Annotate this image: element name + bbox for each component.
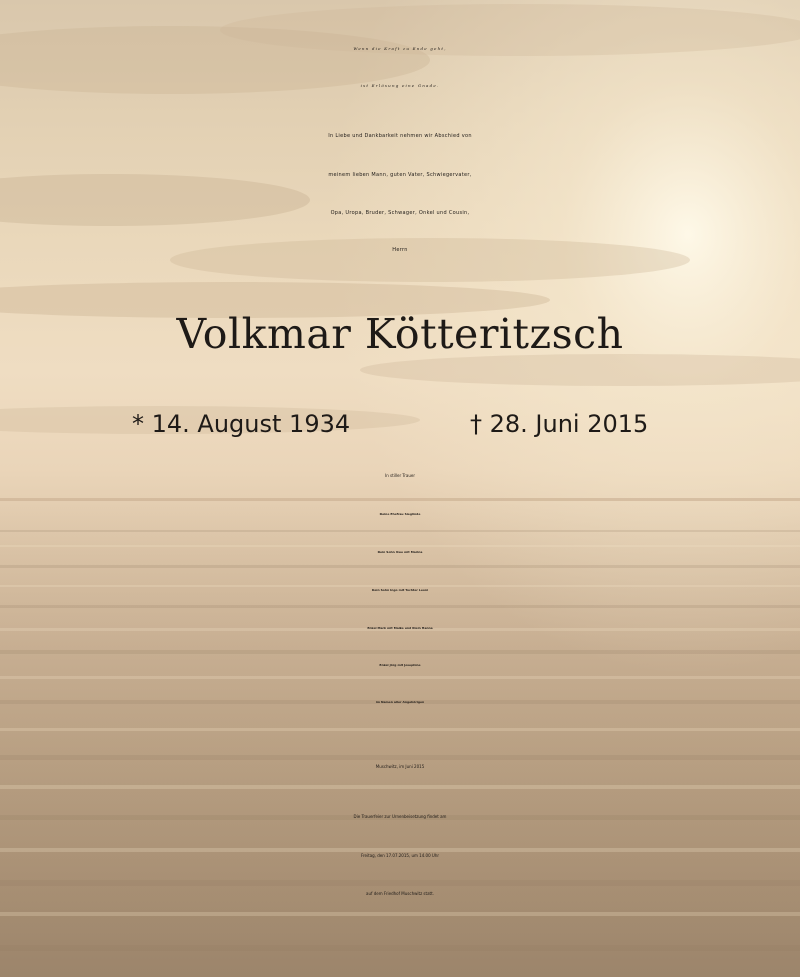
quote-line-2: ist Erlösung eine Gnade. (360, 83, 440, 88)
intro-line-2: meinem lieben Mann, guten Vater, Schwiegervater, (328, 172, 472, 178)
mourners-label: In stiller Trauer (385, 473, 415, 478)
quote-line-1: Wenn die Kraft zu Ende geht, (353, 46, 447, 51)
mourner-4: Enkel Mark mit Maike und Klein Hanna (367, 626, 433, 630)
death-date: † 28. Juni 2015 (470, 410, 649, 438)
intro-line-3: Opa, Uropa, Bruder, Schwager, Onkel und Cousin, (330, 210, 470, 216)
intro-line-1: In Liebe und Dankbarkeit nehmen wir Abschied von (328, 133, 472, 139)
mourner-3: Dein Sohn Ingo mit Tochter Leoni (371, 588, 429, 592)
place-date: Muschwitz, im Juni 2015 (375, 764, 425, 769)
mourner-2: Dein Sohn Uwe mit Marina (377, 550, 423, 554)
deceased-name: Volkmar Kötteritzsch (176, 310, 624, 358)
funeral-line-3: auf dem Friedhof Muschwitz statt. (366, 891, 434, 896)
funeral-line-2: Freitag, den 17.07.2015, um 14.00 Uhr (360, 853, 440, 858)
mourner-5: Enkel Jörg mit Josephine (379, 663, 421, 667)
birth-date: * 14. August 1934 (132, 410, 351, 438)
intro-line-4: Herrn (392, 247, 408, 253)
mourner-1: Deine Ehefrau Sieglinde (379, 512, 421, 516)
funeral-line-1: Die Trauerfeier zur Urnenbeisetzung findet am (353, 814, 447, 819)
mourner-6: im Namen aller Angehörigen (375, 700, 425, 704)
